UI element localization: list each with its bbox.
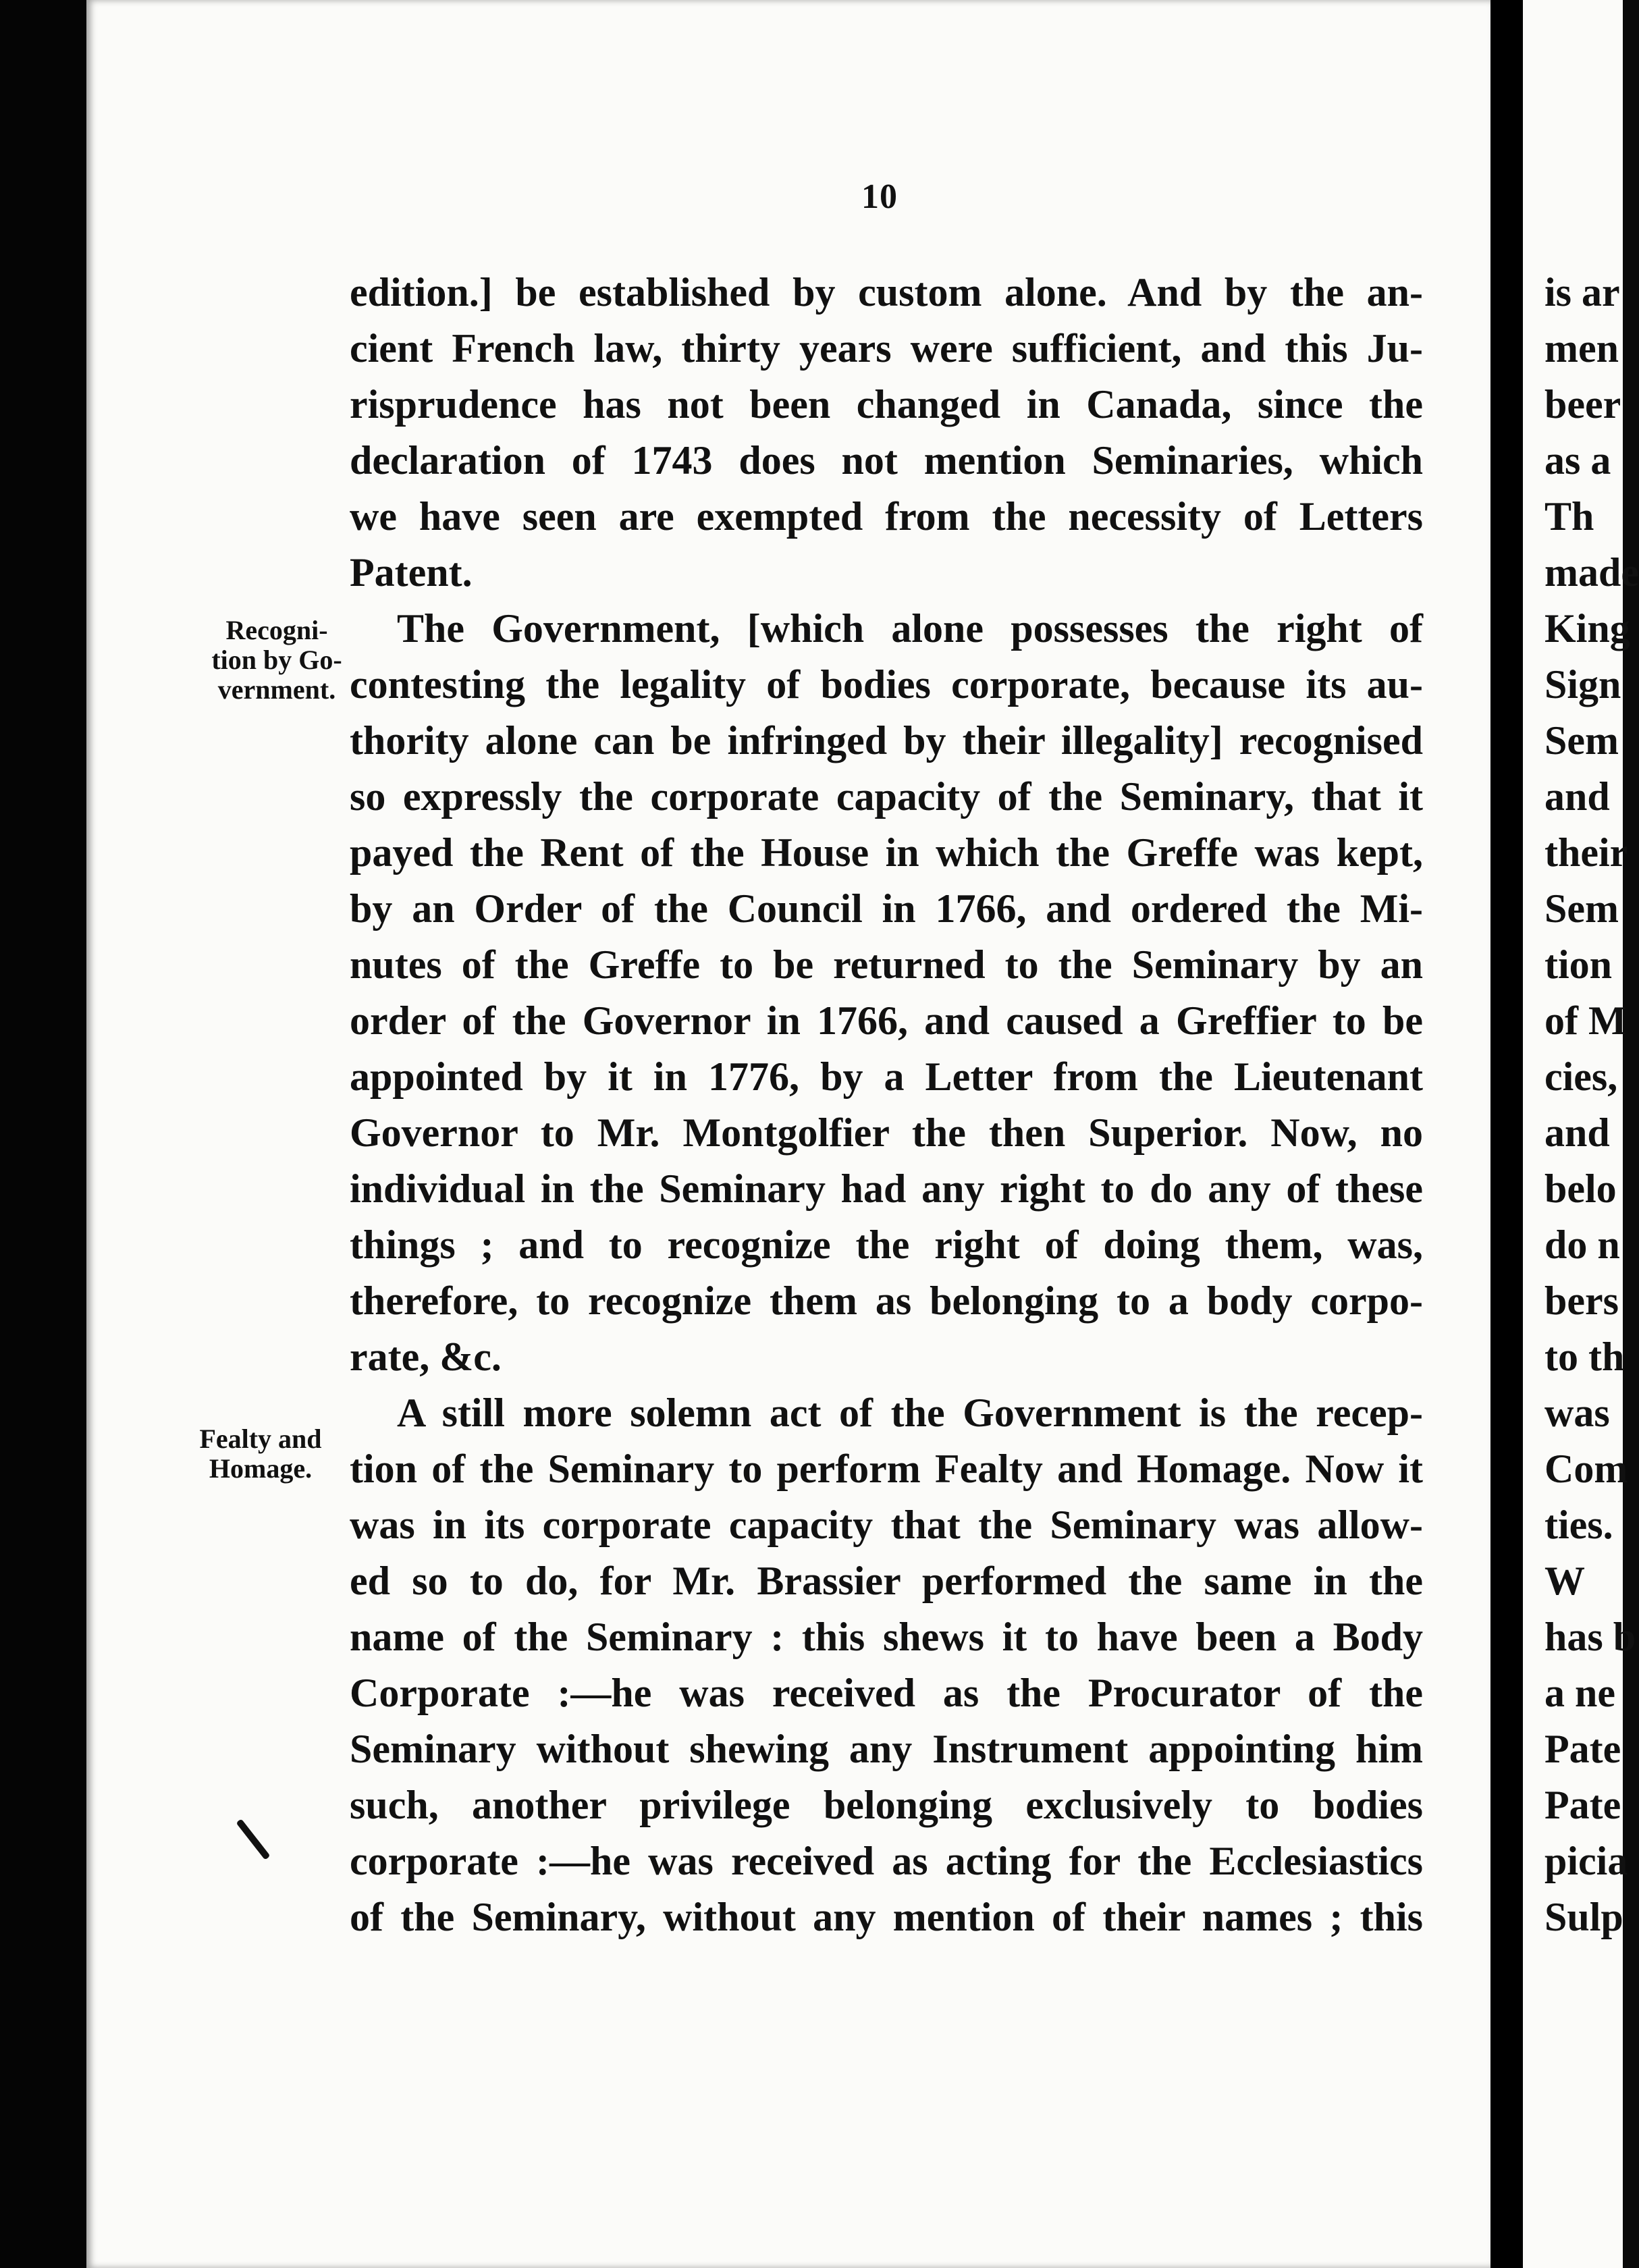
text-line: Seminary without shewing any Instrument appointing him	[350, 1727, 1423, 1771]
text-line: ed so to do, for Mr. Brassier performed the same in the	[350, 1559, 1423, 1603]
fragment-line: has b	[1544, 1615, 1636, 1659]
main-text-block	[350, 265, 1423, 1945]
sidenote-line: Recogni-	[225, 615, 328, 645]
fragment-line: Pate	[1544, 1727, 1621, 1771]
book-spine-left	[0, 0, 86, 2268]
fragment-line: men	[1544, 326, 1619, 371]
fragment-line: their	[1544, 830, 1628, 875]
text-line: by an Order of the Council in 1766, and ordered the Mi-	[350, 886, 1423, 931]
text-line: tion of the Seminary to perform Fealty and Homage. Now it	[350, 1447, 1423, 1491]
text-line: such, another privilege belonging exclusively to bodies	[350, 1783, 1423, 1827]
fragment-line: Th	[1544, 494, 1594, 539]
text-line: edition.] be established by custom alone. And by the an-	[350, 270, 1423, 315]
fragment-line: King	[1544, 606, 1630, 651]
text-line: we have seen are exempted from the necessity of Letters	[350, 494, 1423, 539]
fragment-line: W	[1544, 1559, 1585, 1603]
text-line: contesting the legality of bodies corporate, because its au-	[350, 662, 1423, 707]
sidenote-recognition	[203, 616, 351, 705]
fragment-line: of M	[1544, 998, 1627, 1043]
fragment-line: made	[1544, 550, 1639, 595]
fragment-line: to th	[1544, 1334, 1625, 1379]
sidenote-fealty	[177, 1424, 344, 1484]
fragment-line: cies,	[1544, 1054, 1618, 1099]
fragment-line: belo	[1544, 1166, 1617, 1211]
text-line: rate, &c.	[350, 1334, 502, 1379]
fragment-line: Com	[1544, 1447, 1628, 1491]
text-line: The Government, [which alone possesses the right of	[397, 606, 1423, 651]
text-line: risprudence has not been changed in Canada, since the	[350, 382, 1423, 427]
fragment-line: and	[1544, 1110, 1610, 1155]
text-line: A still more solemn act of the Government is the recep-	[397, 1390, 1423, 1435]
fragment-line: Sulp	[1544, 1895, 1623, 1939]
fragment-line: Pate	[1544, 1783, 1621, 1827]
sidenote-line: Fealty and	[199, 1424, 322, 1454]
text-line: individual in the Seminary had any right to do any of these	[350, 1166, 1423, 1211]
fragment-line: Sem	[1544, 718, 1619, 763]
sidenote-line: tion by Go-	[211, 645, 342, 675]
book-gutter	[1490, 0, 1523, 2268]
text-line: therefore, to recognize them as belonging to a body corpo-	[350, 1278, 1423, 1323]
text-line: of the Seminary, without any mention of their names ; this	[350, 1895, 1423, 1939]
fragment-line: a ne	[1544, 1671, 1615, 1715]
fragment-line: Sem	[1544, 886, 1619, 931]
fragment-line: picia	[1544, 1839, 1628, 1883]
page-number: 10	[861, 178, 898, 216]
text-line: Governor to Mr. Montgolfier the then Superior. Now, no	[350, 1110, 1423, 1155]
fragment-line: tion	[1544, 942, 1613, 987]
text-line: corporate :—he was received as acting for the Ecclesiastics	[350, 1839, 1423, 1883]
text-line: was in its corporate capacity that the Seminary was allow-	[350, 1503, 1423, 1547]
right-page-fragments	[1544, 265, 1639, 1945]
text-line: cient French law, thirty years were sufficient, and this Ju-	[350, 326, 1423, 371]
text-line: name of the Seminary : this shews it to have been a Body	[350, 1615, 1423, 1659]
text-line: Patent.	[350, 550, 473, 595]
text-line: appointed by it in 1776, by a Letter from the Lieutenant	[350, 1054, 1423, 1099]
fragment-line: was	[1544, 1390, 1610, 1435]
text-line: order of the Governor in 1766, and caused a Greffier to be	[350, 998, 1423, 1043]
text-line: Corporate :—he was received as the Procurator of the	[350, 1671, 1423, 1715]
sidenote-line: Homage.	[209, 1453, 313, 1484]
fragment-line: bers	[1544, 1278, 1619, 1323]
text-line: declaration of 1743 does not mention Seminaries, which	[350, 438, 1423, 483]
text-line: so expressly the corporate capacity of the Seminary, that it	[350, 774, 1423, 819]
text-line: things ; and to recognize the right of doing them, was,	[350, 1222, 1423, 1267]
sidenote-line: vernment.	[217, 674, 336, 705]
fragment-line: and	[1544, 774, 1610, 819]
text-line: payed the Rent of the House in which the Greffe was kept,	[350, 830, 1423, 875]
text-line: thority alone can be infringed by their illegality] recognised	[350, 718, 1423, 763]
fragment-line: ties.	[1544, 1503, 1613, 1547]
fragment-line: do n	[1544, 1222, 1620, 1267]
fragment-line: beer	[1544, 382, 1621, 427]
text-line: nutes of the Greffe to be returned to the Seminary by an	[350, 942, 1423, 987]
fragment-line: as a	[1544, 438, 1611, 483]
fragment-line: is ar	[1544, 270, 1620, 315]
fragment-line: Sign	[1544, 662, 1621, 707]
